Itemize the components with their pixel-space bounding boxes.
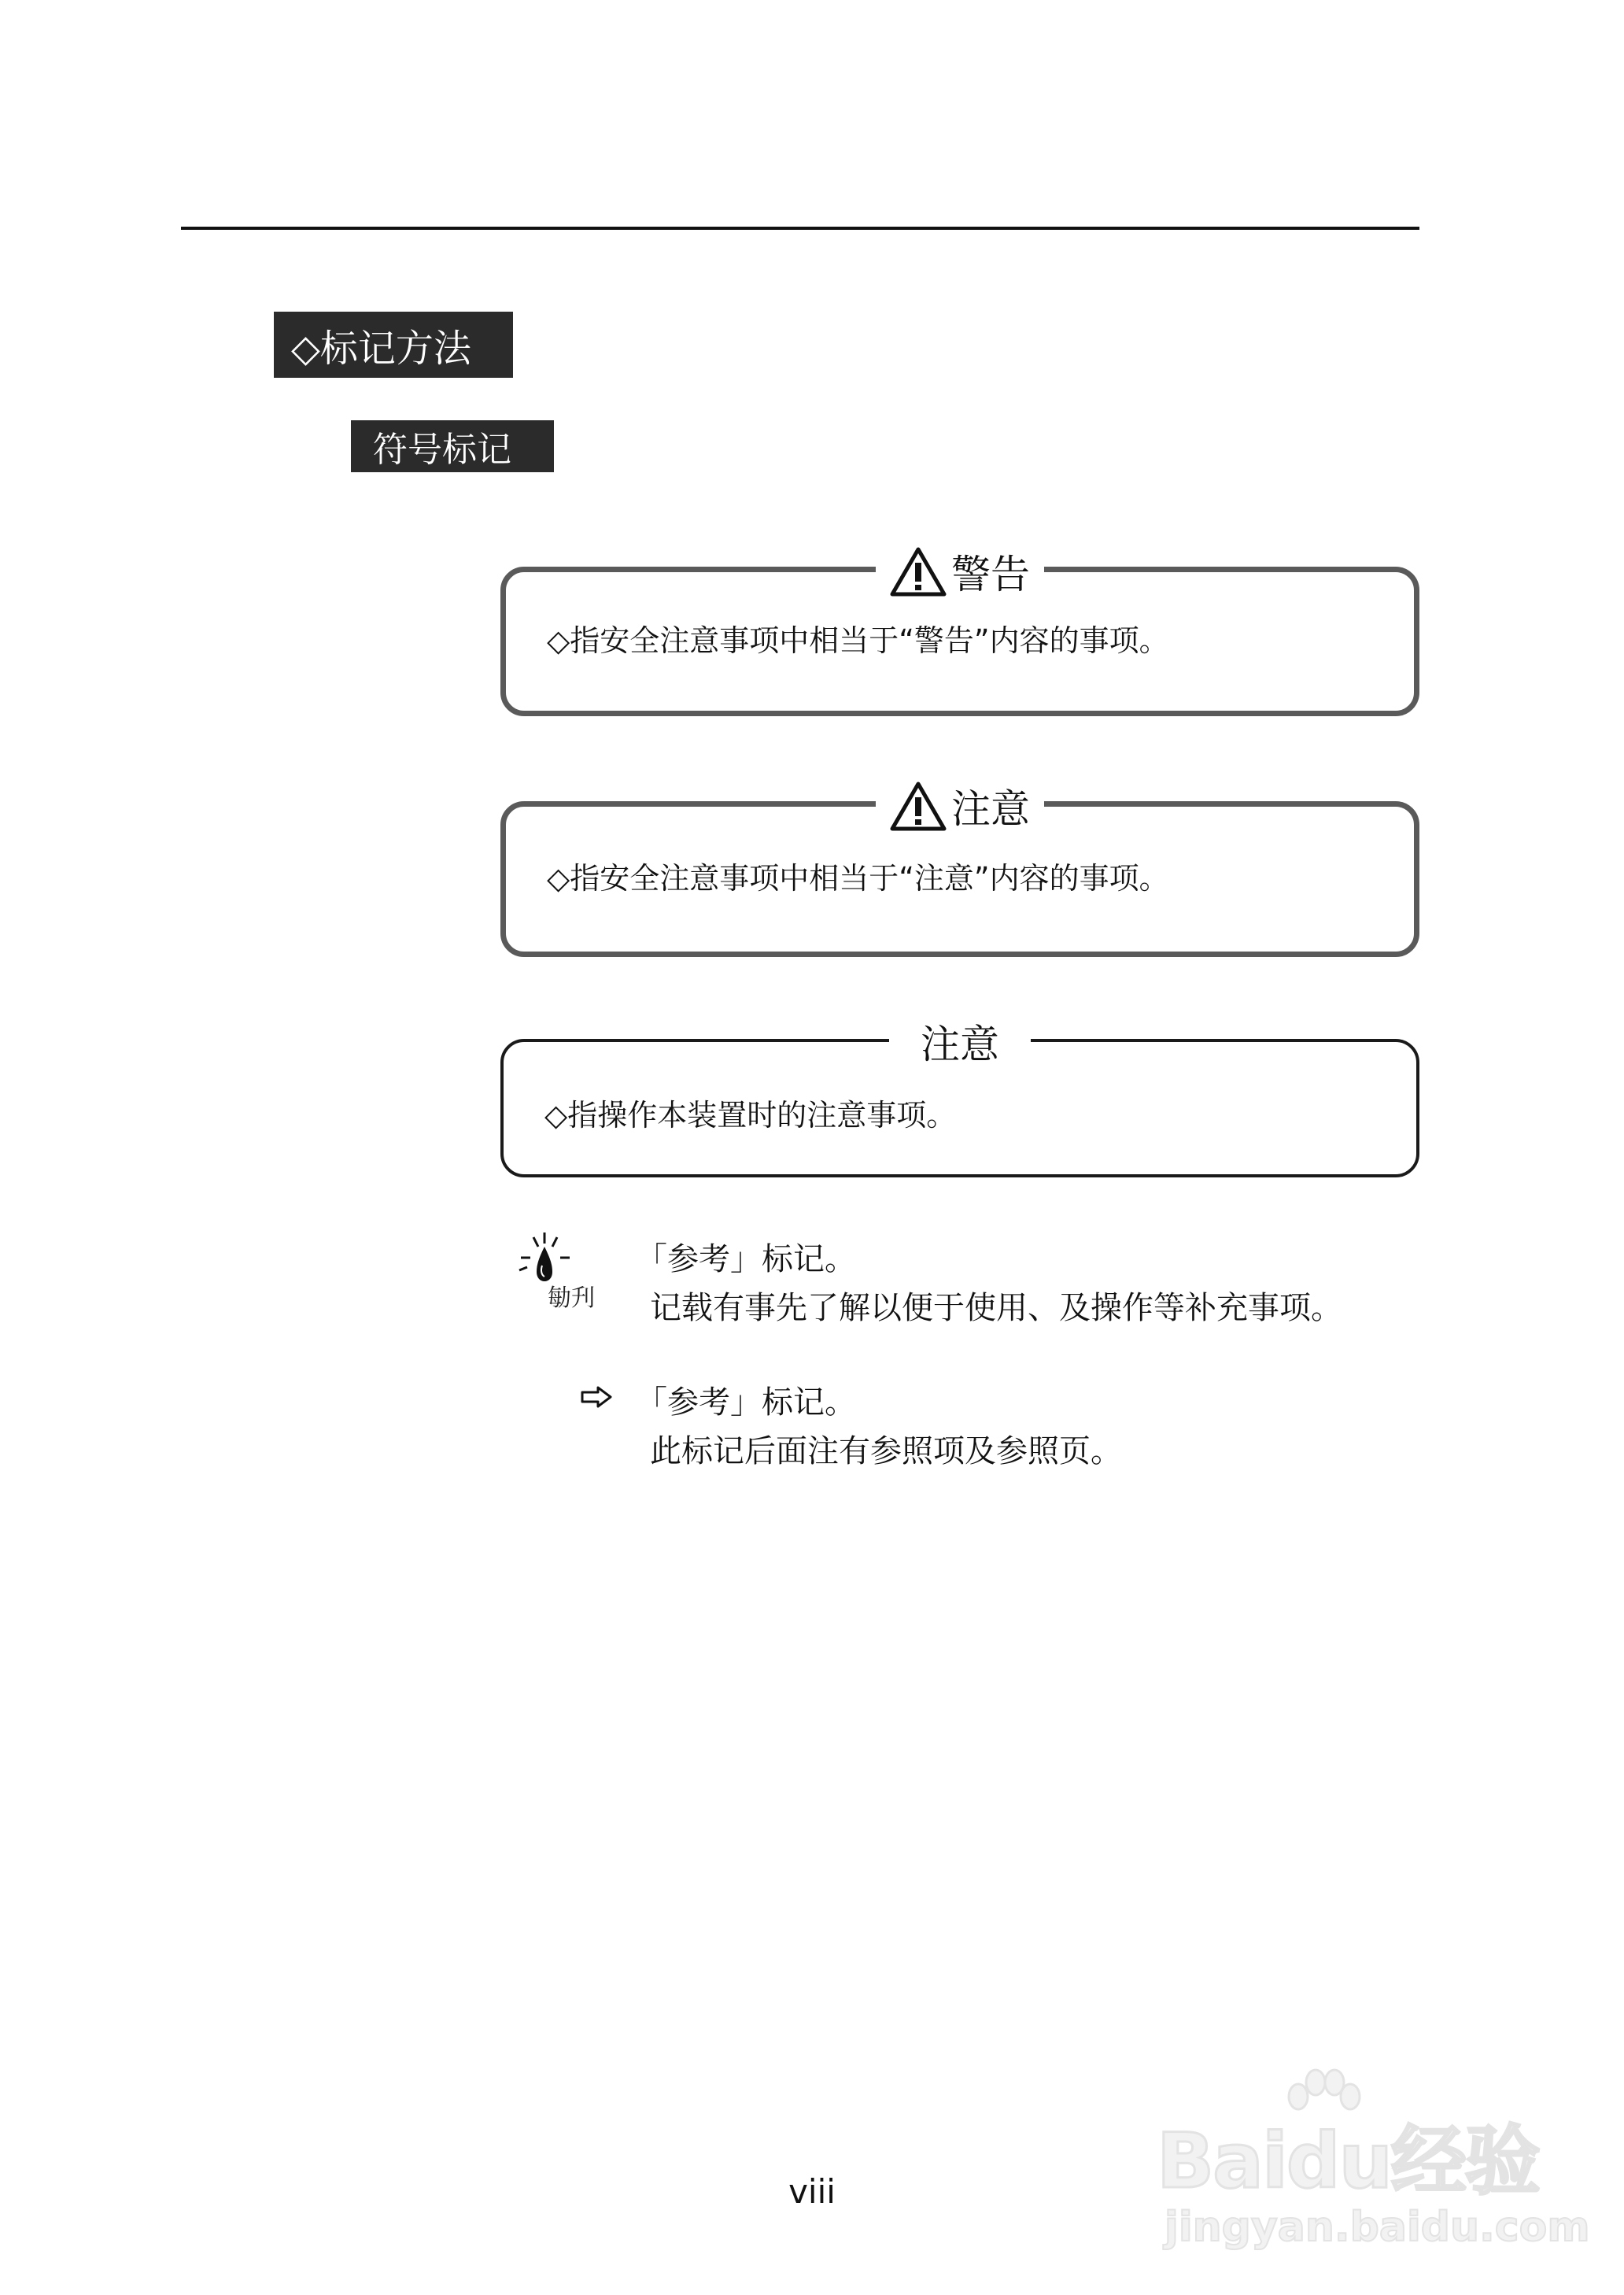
operation-caution-title: 注意 <box>921 1022 999 1067</box>
warning-notice-text: ◇指安全注意事项中相当于“警告”内容的事项。 <box>547 623 1169 658</box>
baidu-watermark <box>1157 2070 1590 2267</box>
section-subheading: 符号标记 <box>351 420 554 472</box>
warning-triangle-icon <box>890 546 947 597</box>
reference-description: 此标记后面注有参照项及参照页。 <box>650 1433 1122 1469</box>
reference-description: 记载有事先了解以便于使用、及操作等补充事项。 <box>650 1290 1342 1326</box>
lightbulb-icon-caption: 勄刋 <box>548 1284 595 1312</box>
warning-notice-title: 警告 <box>951 552 1030 597</box>
top-rule <box>181 227 1419 230</box>
watermark-url: jingyan.baidu.com <box>1164 2204 1590 2251</box>
page-number: viii <box>788 2172 836 2211</box>
operation-caution-box <box>500 1022 1419 1177</box>
watermark-brand: Baidu经验 <box>1157 2117 1539 2205</box>
section-heading: ◇标记方法 <box>274 312 513 378</box>
warning-triangle-icon <box>890 781 947 831</box>
caution-notice-title: 注意 <box>951 786 1030 832</box>
arrow-right-icon <box>579 1385 614 1409</box>
warning-notice-box <box>500 552 1419 716</box>
caution-notice-text: ◇指安全注意事项中相当于“注意”内容的事项。 <box>547 861 1169 896</box>
operation-caution-text: ◇指操作本装置时的注意事项。 <box>544 1098 957 1133</box>
caution-notice-box <box>500 786 1419 957</box>
reference-title: 「参考」标记。 <box>636 1384 856 1421</box>
reference-title: 「参考」标记。 <box>636 1241 856 1277</box>
